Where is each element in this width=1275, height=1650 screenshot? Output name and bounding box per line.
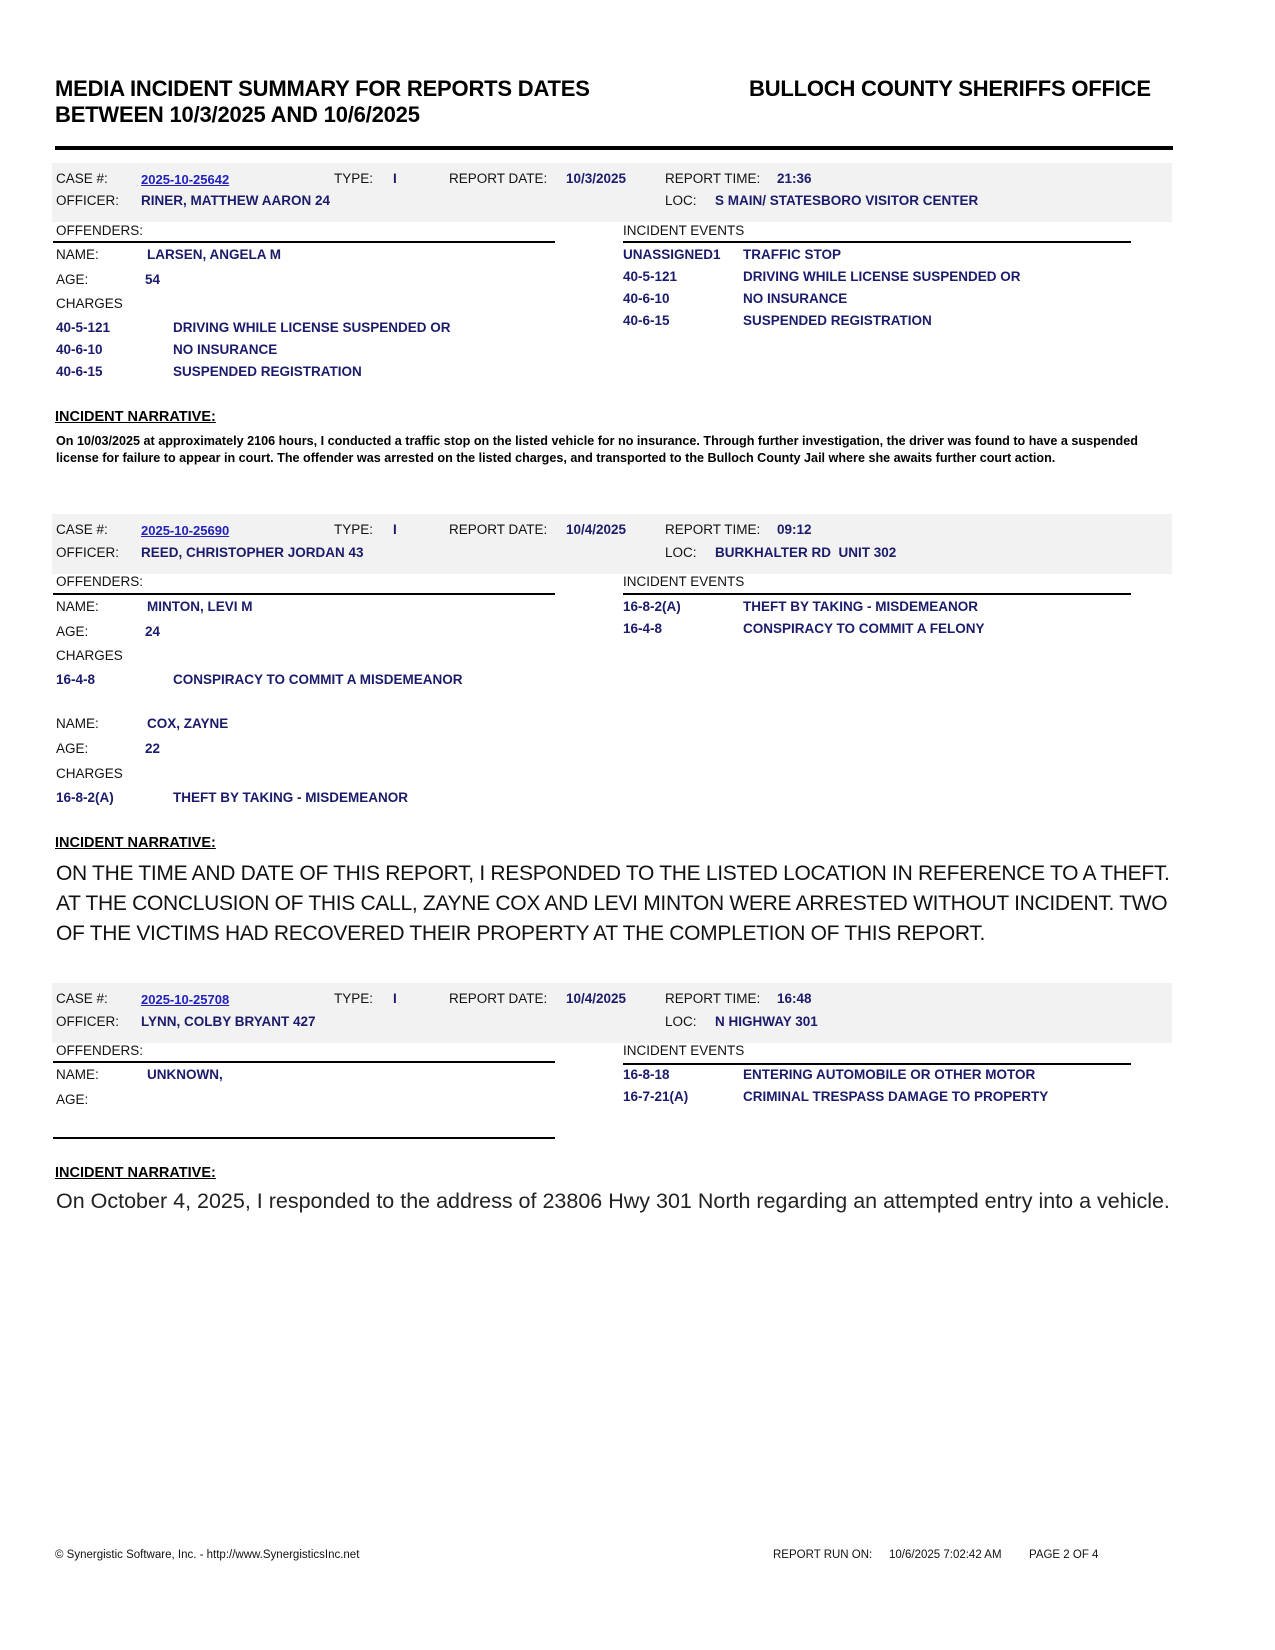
report-time-label: REPORT TIME: [665,522,761,537]
officer-value: REED, CHRISTOPHER JORDAN 43 [141,545,364,560]
age-label: AGE: [56,272,89,287]
footer-run-value: 10/6/2025 7:02:42 AM [889,1549,1002,1561]
age-label: AGE: [56,624,89,639]
charges-label: CHARGES [56,648,123,663]
type-label: TYPE: [334,522,374,537]
event-desc: NO INSURANCE [743,291,848,306]
age-label: AGE: [56,741,89,756]
charge-desc: CONSPIRACY TO COMMIT A MISDEMEANOR [173,672,463,687]
header-divider [55,146,1173,150]
events-divider [623,593,1131,595]
event-code: 16-4-8 [623,621,663,636]
footer-copyright: © Synergistic Software, Inc. - http://www.SynergisticsInc.net [55,1549,360,1561]
offender-name: LARSEN, ANGELA M [147,247,281,262]
offender-name: MINTON, LEVI M [147,599,253,614]
case-label: CASE #: [56,522,108,537]
event-desc: ENTERING AUTOMOBILE OR OTHER MOTOR [743,1067,1036,1082]
charge-code: 40-6-15 [56,364,103,379]
charge-desc: THEFT BY TAKING - MISDEMEANOR [173,790,408,805]
report-date-value: 10/3/2025 [566,171,627,186]
event-code: 16-8-2(A) [623,599,681,614]
type-value: I [393,522,397,537]
offender-age: 24 [145,624,161,639]
footer-page-number: PAGE 2 OF 4 [1029,1549,1099,1561]
case-label: CASE #: [56,991,108,1006]
case-number-link[interactable]: 2025-10-25690 [141,523,230,538]
event-desc: SUSPENDED REGISTRATION [743,313,932,328]
offenders-divider [53,593,555,595]
event-code: UNASSIGNED1 [623,247,721,262]
offender-age: 22 [145,741,161,756]
report-time-value: 21:36 [777,171,812,186]
incident-events-heading: INCIDENT EVENTS [623,1043,745,1058]
loc-value: S MAIN/ STATESBORO VISITOR CENTER [715,193,979,208]
type-value: I [393,991,397,1006]
name-label: NAME: [56,599,99,614]
event-desc: THEFT BY TAKING - MISDEMEANOR [743,599,978,614]
offender-name: COX, ZAYNE [147,716,229,731]
report-title-line1: MEDIA INCIDENT SUMMARY FOR REPORTS DATES [55,76,590,101]
offender-name: UNKNOWN, [147,1067,223,1082]
narrative-text: ON THE TIME AND DATE OF THIS REPORT, I RESPONDED TO THE LISTED LOCATION IN REFERENCE TO A THEFT. AT THE CONCLUSION OF THIS CALL, ZAYNE COX AND LEVI MINTON WERE ARRESTED WITHOUT INCIDENT. TWO OF THE VICTIMS HAD RECOVERED THEIR PROPERTY AT THE COMPLETION OF THIS REPORT. [56,862,1170,945]
narrative-heading: INCIDENT NARRATIVE: [55,1165,216,1181]
event-code: 16-8-18 [623,1067,670,1082]
report-title-line2: BETWEEN 10/3/2025 AND 10/6/2025 [55,102,420,127]
report-time-value: 16:48 [777,991,812,1006]
offenders-bottom-divider [53,1137,555,1139]
narrative-text: On October 4, 2025, I responded to the address of 23806 Hwy 301 North regarding an attempted entry into a vehicle. [56,1189,1170,1213]
incident-events-heading: INCIDENT EVENTS [623,223,745,238]
type-value: I [393,171,397,186]
narrative-heading: INCIDENT NARRATIVE: [55,409,216,425]
name-label: NAME: [56,1067,99,1082]
name-label: NAME: [56,247,99,262]
report-time-label: REPORT TIME: [665,171,761,186]
type-label: TYPE: [334,171,374,186]
officer-label: OFFICER: [56,193,119,208]
charge-desc: DRIVING WHILE LICENSE SUSPENDED OR [173,320,451,335]
events-divider [623,241,1131,243]
age-label: AGE: [56,1092,89,1107]
offenders-divider [53,241,555,243]
event-code: 16-7-21(A) [623,1089,689,1104]
charge-desc: NO INSURANCE [173,342,278,357]
report-date-value: 10/4/2025 [566,522,627,537]
officer-label: OFFICER: [56,1014,119,1029]
offenders-heading: OFFENDERS: [56,574,144,589]
event-desc: CONSPIRACY TO COMMIT A FELONY [743,621,985,636]
officer-value: LYNN, COLBY BRYANT 427 [141,1014,316,1029]
events-divider [623,1063,1131,1065]
event-desc: CRIMINAL TRESPASS DAMAGE TO PROPERTY [743,1089,1049,1104]
officer-label: OFFICER: [56,545,119,560]
loc-value: BURKHALTER RD UNIT 302 [715,545,897,560]
case-number-link[interactable]: 2025-10-25642 [141,172,230,187]
incident-events-heading: INCIDENT EVENTS [623,574,745,589]
name-label: NAME: [56,716,99,731]
case-label: CASE #: [56,171,108,186]
offender-age: 54 [145,272,161,287]
charge-desc: SUSPENDED REGISTRATION [173,364,362,379]
loc-label: LOC: [665,193,697,208]
report-date-label: REPORT DATE: [449,522,548,537]
charge-code: 16-8-2(A) [56,790,114,805]
type-label: TYPE: [334,991,374,1006]
narrative-text: On 10/03/2025 at approximately 2106 hours, I conducted a traffic stop on the listed vehicle for no insurance. Through further investigation, the driver was found to have a suspended license for failure to appear in court. The offender was arrested on the listed charges, and transported to the Bulloch County Jail where she awaits further court action. [56,434,1138,465]
event-code: 40-5-121 [623,269,678,284]
offenders-heading: OFFENDERS: [56,223,144,238]
loc-label: LOC: [665,545,697,560]
charges-label: CHARGES [56,296,123,311]
event-desc: TRAFFIC STOP [743,247,842,262]
charge-code: 40-5-121 [56,320,111,335]
report-time-value: 09:12 [777,522,812,537]
offenders-heading: OFFENDERS: [56,1043,144,1058]
event-code: 40-6-15 [623,313,670,328]
offenders-divider [53,1061,555,1063]
charge-code: 40-6-10 [56,342,103,357]
footer-run-label: REPORT RUN ON: [773,1549,873,1561]
case-number-link[interactable]: 2025-10-25708 [141,992,230,1007]
event-code: 40-6-10 [623,291,670,306]
report-date-value: 10/4/2025 [566,991,627,1006]
officer-value: RINER, MATTHEW AARON 24 [141,193,330,208]
narrative-heading: INCIDENT NARRATIVE: [55,835,216,851]
report-time-label: REPORT TIME: [665,991,761,1006]
agency-name: BULLOCH COUNTY SHERIFFS OFFICE [749,76,1151,101]
event-desc: DRIVING WHILE LICENSE SUSPENDED OR [743,269,1021,284]
charge-code: 16-4-8 [56,672,96,687]
report-date-label: REPORT DATE: [449,991,548,1006]
loc-label: LOC: [665,1014,697,1029]
report-date-label: REPORT DATE: [449,171,548,186]
charges-label: CHARGES [56,766,123,781]
loc-value: N HIGHWAY 301 [715,1014,818,1029]
